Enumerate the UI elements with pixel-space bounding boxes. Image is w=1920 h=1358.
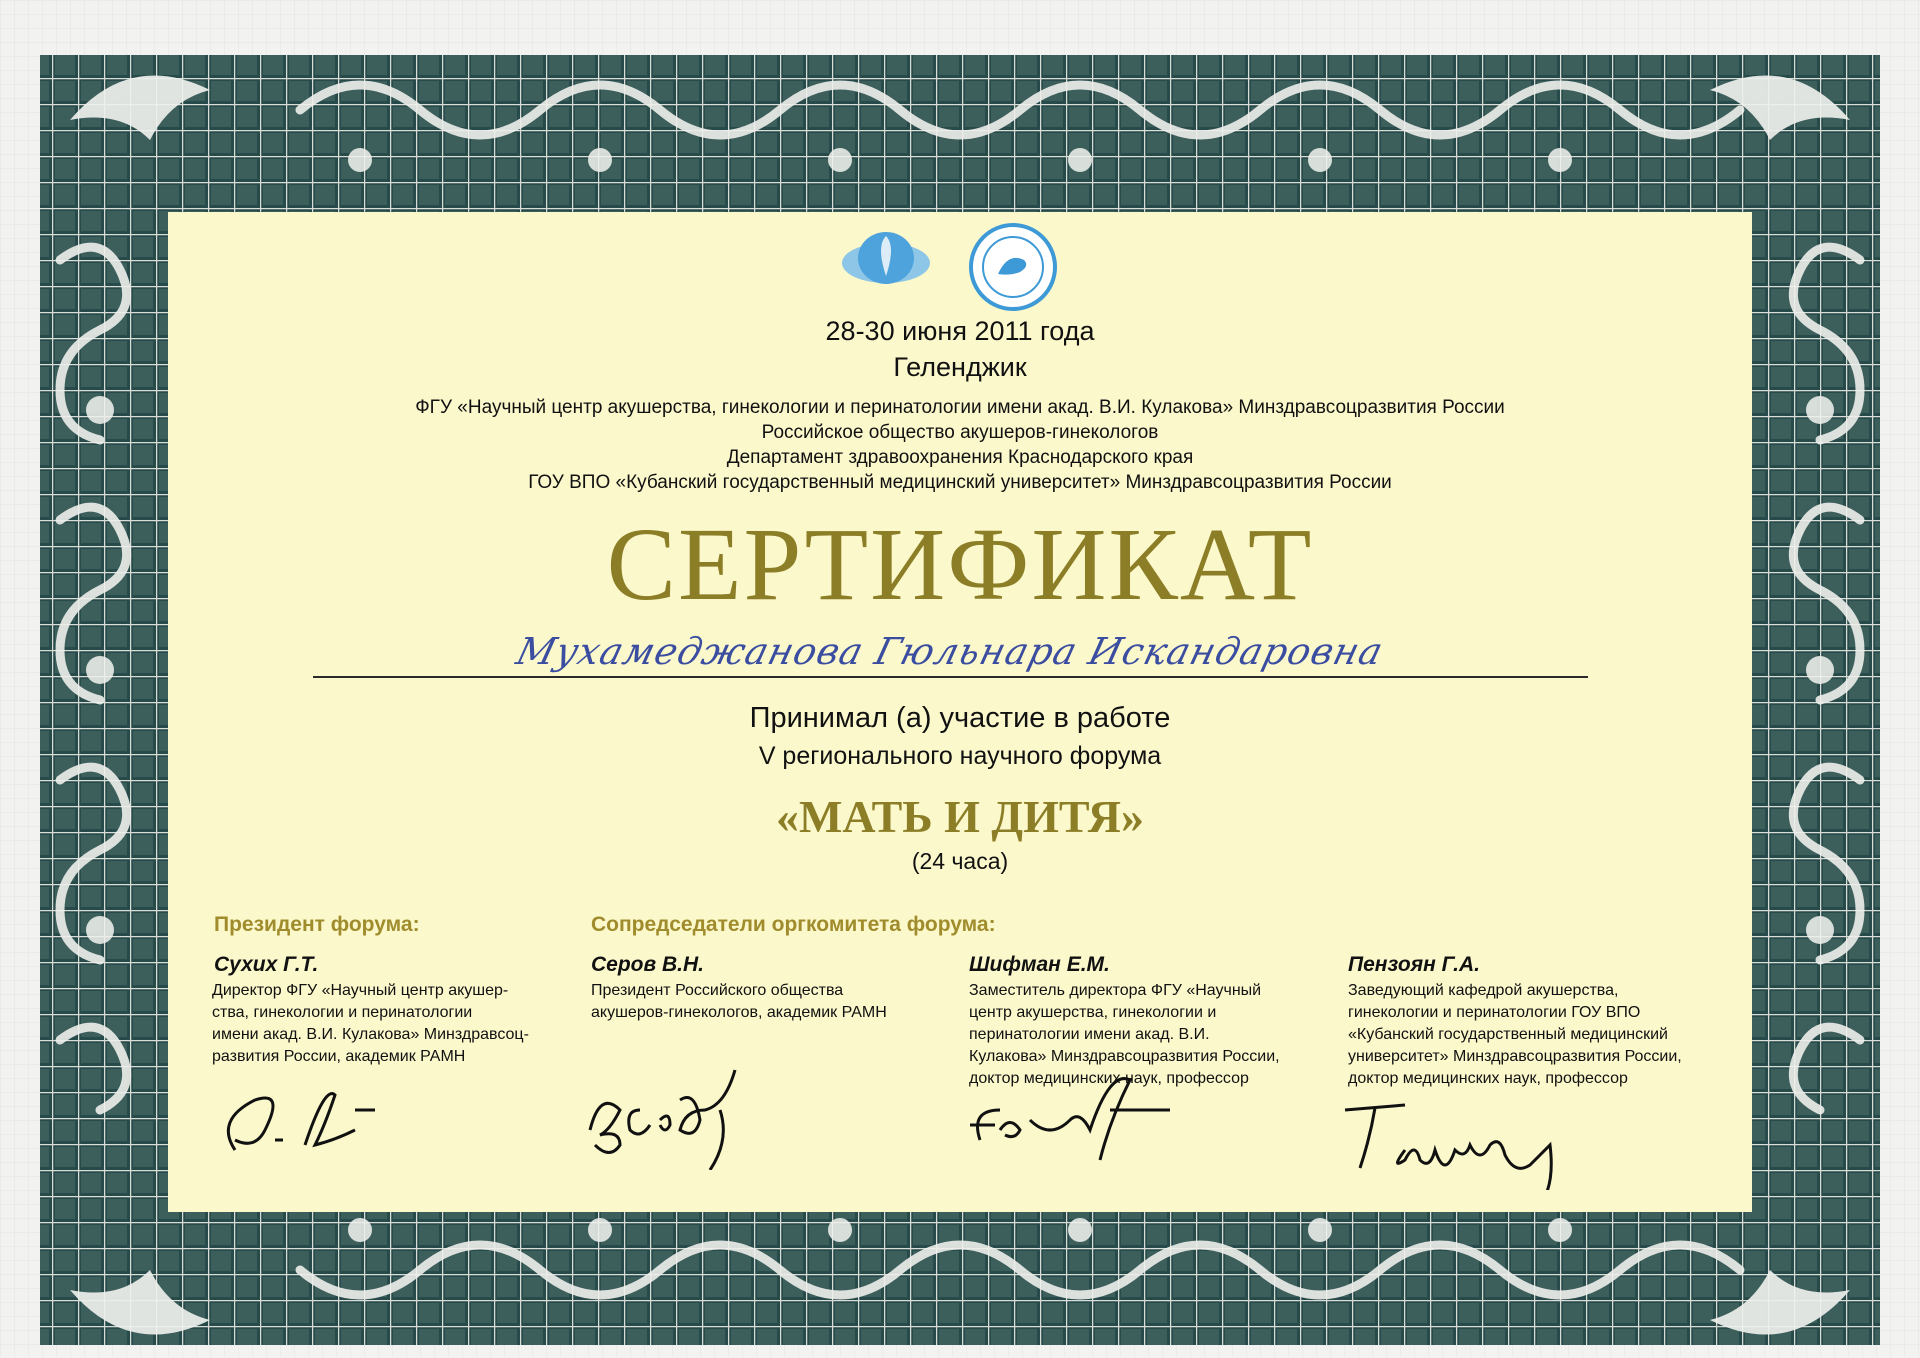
organizer-line: ФГУ «Научный центр акушерства, гинекологии и перинатологии имени акад. В.И. Кулакова» Минздравсоцразвития России bbox=[415, 397, 1505, 418]
signature-image bbox=[960, 1060, 1200, 1170]
society-seal-icon bbox=[968, 222, 1058, 312]
event-date: 28-30 июня 2011 года bbox=[825, 316, 1095, 346]
signatory-title: Президент Российского общества акушеров-гинекологов, академик РАМН bbox=[591, 982, 887, 1021]
organizer-line: ГОУ ВПО «Кубанский государственный медицинский университет» Минздравсоцразвития России bbox=[528, 472, 1392, 493]
signatory-name: Шифман Е.М. bbox=[969, 953, 1110, 976]
forum-hours: (24 часа) bbox=[911, 848, 1009, 874]
president-heading: Президент форума: bbox=[214, 913, 420, 936]
signatory-title: Директор ФГУ «Научный центр акушер- ства, гинекологии и перинатологии имени акад. В.И. Кулакова» Минздравсоц- развития России, академик РАМН bbox=[212, 982, 529, 1065]
signatory-name: Серов В.Н. bbox=[591, 953, 705, 976]
forum-logo-icon bbox=[838, 218, 934, 288]
recipient-name: Мухамеджанова Гюльнара Искандаровна bbox=[512, 630, 1388, 673]
forum-title: «МАТЬ И ДИТЯ» bbox=[775, 791, 1145, 842]
cochairs-heading: Сопредседатели оргкомитета форума: bbox=[591, 913, 996, 936]
name-underline bbox=[313, 676, 1588, 678]
signatory-title: Заведующий кафедрой акушерства, гинекологии и перинатологии ГОУ ВПО «Кубанский государственный медицинский университет» Минздравсоцразвития России, доктор медицинских наук, профессор bbox=[1348, 982, 1682, 1087]
signature-image bbox=[205, 1070, 405, 1160]
organizer-line: Департамент здравоохранения Краснодарского края bbox=[726, 447, 1194, 468]
signatory-name: Пензоян Г.А. bbox=[1348, 953, 1481, 976]
forum-description: V регионального научного форума bbox=[758, 742, 1162, 770]
participation-text: Принимал (а) участие в работе bbox=[749, 702, 1171, 734]
certificate-title: СЕРТИФИКАТ bbox=[606, 507, 1314, 622]
signature-image bbox=[1335, 1090, 1615, 1190]
signatory-title: Заместитель директора ФГУ «Научный центр акушерства, гинекологии и перинатологии имени акад. В.И. Кулакова» Минздравсоцразвития России, доктор медицинских наук, профессор bbox=[969, 982, 1280, 1087]
signature-image bbox=[580, 1050, 780, 1170]
signatory-name: Сухих Г.Т. bbox=[214, 953, 319, 976]
event-city: Геленджик bbox=[893, 352, 1027, 382]
organizer-line: Российское общество акушеров-гинекологов bbox=[761, 422, 1159, 443]
